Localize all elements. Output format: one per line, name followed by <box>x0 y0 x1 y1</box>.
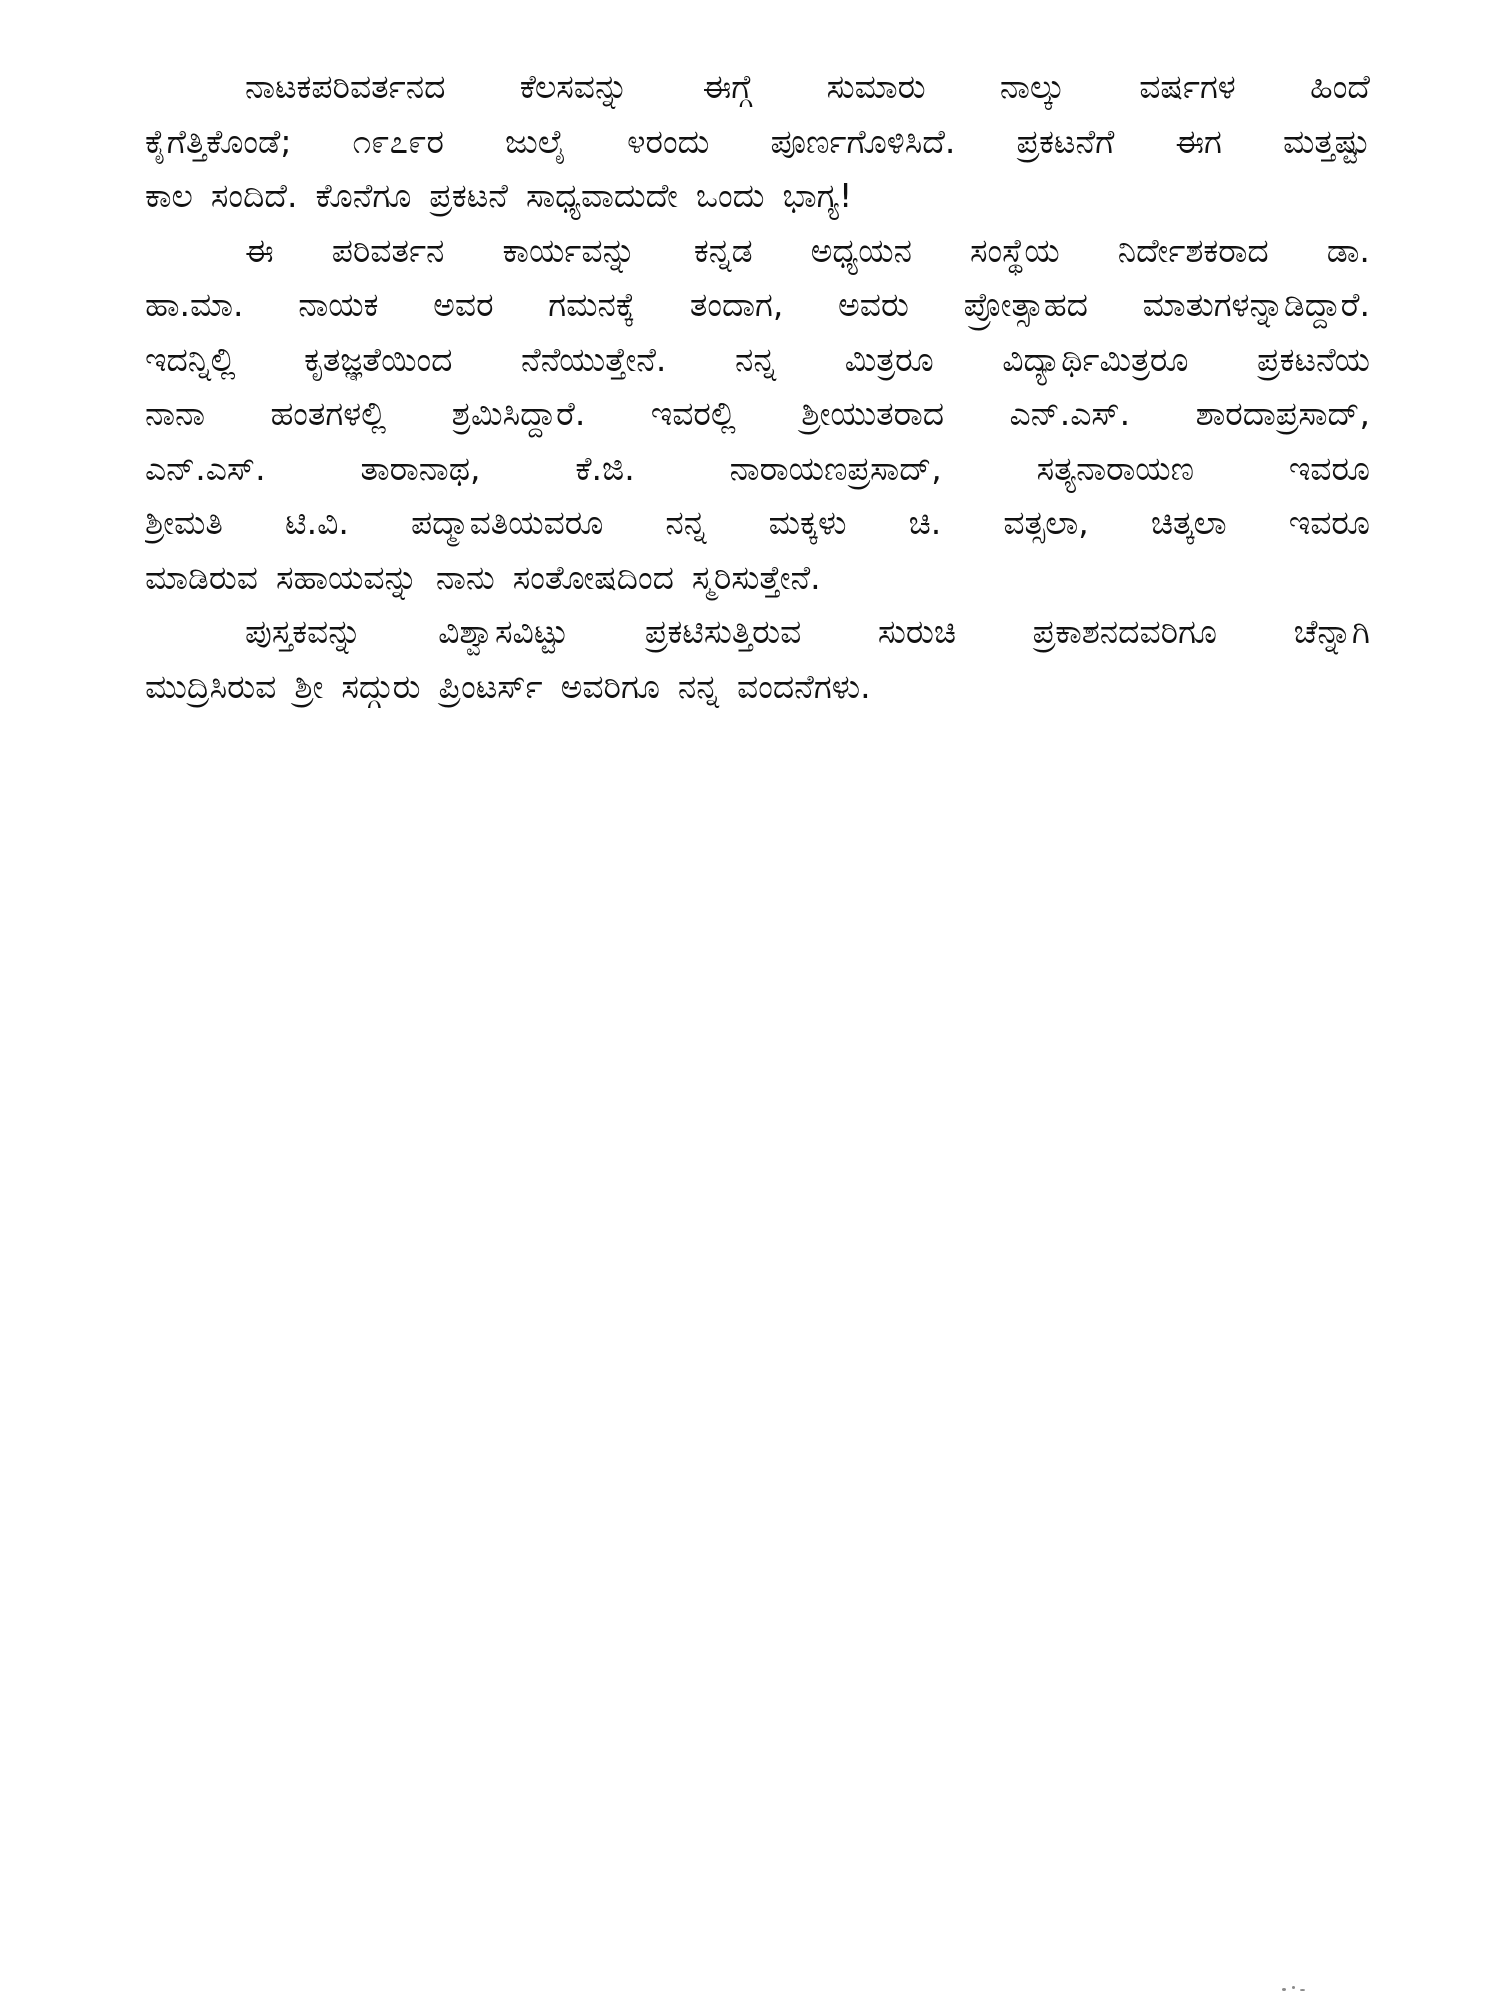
word: ಇದನ್ನಿಲ್ಲಿ <box>145 339 236 379</box>
word: ಕಾರ್ಯವನ್ನು <box>502 230 636 270</box>
word: ಅಧ್ಯಯನ <box>810 230 912 270</box>
word: ಸತ್ಯನಾರಾಯಣ <box>1036 448 1194 488</box>
word: ಪ್ರಕಟನೆಯ <box>1257 339 1370 379</box>
paragraph-3-line-1 <box>145 605 1370 660</box>
word: ಪ್ರಕಟನೆ <box>429 176 508 215</box>
scan-speck <box>1282 1988 1286 1991</box>
word: ಇವರಲ್ಲಿ <box>650 394 736 433</box>
word: ಸಂದಿದೆ. <box>210 176 298 215</box>
word: ಅವರು <box>838 285 909 324</box>
word: ಭಾಗ್ಯ! <box>782 176 853 215</box>
paragraph-2-line-2 <box>145 278 1370 333</box>
word: ಜುಲೈ <box>505 121 566 161</box>
word: ವಿದ್ಯಾರ್ಥಿಮಿತ್ರರೂ <box>1002 339 1189 379</box>
paragraph-2-line-7 <box>145 551 1370 606</box>
word: ಎನ್.ಎಸ್. <box>145 448 266 488</box>
word: ಹಾ.ಮಾ. <box>145 285 244 324</box>
word: ೪ರಂದು <box>627 121 710 161</box>
word: ಶ್ರೀ <box>294 666 324 706</box>
word: ನಾರಾಯಣಪ್ರಸಾದ್, <box>729 448 942 488</box>
word: ಚೆನ್ನಾಗಿ <box>1293 612 1370 651</box>
word: ಸಂಸ್ಥೆಯ <box>970 230 1060 270</box>
word: ಪ್ರಕಾಶನದವರಿಗೂ <box>1032 612 1217 651</box>
word: ನಿರ್ದೇಶಕರಾದ <box>1117 230 1269 270</box>
word: ಹಿಂದೆ <box>1310 67 1370 106</box>
word: ಶಾರದಾಪ್ರಸಾದ್, <box>1195 394 1370 433</box>
word: ಕೊನೆಗೂ <box>315 176 412 215</box>
word: ೧೯೭೯ರ <box>352 121 444 161</box>
word: ಪ್ರೋತ್ಸಾಹದ <box>963 285 1088 324</box>
word: ಶ್ರಮಿಸಿದ್ದಾರೆ. <box>451 394 586 433</box>
word: ಶ್ರೀಮತಿ <box>145 503 223 542</box>
paragraph-2-line-3 <box>145 333 1370 388</box>
word: ಇವರೂ <box>1288 448 1370 488</box>
word: ನಾನಾ <box>145 394 205 433</box>
word: ಅವರಿಗೂ <box>560 666 660 706</box>
word: ಮುದ್ರಿಸಿರುವ <box>145 666 277 706</box>
word: ಕೆಲಸವನ್ನು <box>519 67 629 106</box>
word: ವಿಶ್ವಾಸವಿಟ್ಟು <box>438 612 569 651</box>
word: ಪುಸ್ತಕವನ್ನು <box>245 612 362 651</box>
word: ಈ <box>245 230 274 270</box>
paragraph-1-line-3 <box>145 169 1370 224</box>
word: ವತ್ಸಲಾ, <box>1003 503 1089 542</box>
word: ಸಹಾಯವನ್ನು <box>275 557 418 597</box>
word: ಪ್ರಿಂಟರ್ಸ್ <box>438 666 543 706</box>
preface-text <box>145 60 1370 714</box>
word: ನಾನು <box>435 557 495 597</box>
word: ಟಿ.ವಿ. <box>285 503 349 542</box>
word: ಪರಿವರ್ತನ <box>331 230 445 270</box>
word: ಇವರೂ <box>1288 503 1370 542</box>
word: ಈಗ್ಗೆ <box>702 67 753 106</box>
word: ಶ್ರೀಯುತರಾದ <box>801 394 945 433</box>
word: ನಾಯಕ <box>298 285 379 324</box>
word: ನನ್ನ <box>665 503 707 542</box>
scan-speck <box>1292 1986 1295 1989</box>
word: ಕೆ.ಜಿ. <box>575 448 635 488</box>
paragraph-1-line-1 <box>145 60 1370 115</box>
word: ಸ್ಮರಿಸುತ್ತೇನೆ. <box>691 557 821 597</box>
paragraph-2-line-4 <box>145 387 1370 442</box>
word: ಪ್ರಕಟಿಸುತ್ತಿರುವ <box>644 612 802 651</box>
word: ಸಾಧ್ಯವಾದುದೇ <box>525 176 678 215</box>
word: ಹಂತಗಳಲ್ಲಿ <box>270 394 387 433</box>
paragraph-2-line-5 <box>145 442 1370 497</box>
word: ಮಾತುಗಳನ್ನಾಡಿದ್ದಾರೆ. <box>1142 285 1370 324</box>
word: ಚಿತ್ಕಲಾ <box>1150 503 1227 542</box>
word: ಮಕ್ಕಳು <box>768 503 847 542</box>
word: ಸುಮಾರು <box>826 67 926 106</box>
word: ತಾರಾನಾಥ, <box>360 448 481 488</box>
word: ಒಂದು <box>695 176 765 215</box>
word: ಸದ್ಗುರು <box>341 666 421 706</box>
word: ಈಗ <box>1175 121 1222 161</box>
word: ನಾಲ್ಕು <box>999 67 1065 106</box>
word: ಕೈಗೆತ್ತಿಕೊಂಡೆ; <box>145 121 292 161</box>
word: ಪೂರ್ಣಗೊಳಿಸಿದೆ. <box>770 121 956 161</box>
word: ನಾಟಕಪರಿವರ್ತನದ <box>245 67 446 106</box>
word: ಸಂತೋಷದಿಂದ <box>512 557 674 597</box>
paragraph-3-line-2 <box>145 660 1370 715</box>
word: ಅವರ <box>433 285 494 324</box>
word: ಡಾ. <box>1326 230 1370 270</box>
paragraph-1-line-2 <box>145 115 1370 170</box>
paragraph-2-line-6 <box>145 496 1370 551</box>
word: ಎನ್.ಎಸ್. <box>1009 394 1131 433</box>
word: ಗಮನಕ್ಕೆ <box>548 285 636 324</box>
word: ಸುರುಚಿ <box>877 612 957 651</box>
word: ಪ್ರಕಟನೆಗೆ <box>1016 121 1115 161</box>
scan-speck <box>1300 1989 1305 1991</box>
word: ಮಿತ್ರರೂ <box>844 339 934 379</box>
word: ನನ್ನ <box>735 339 777 379</box>
paragraph-2-line-1 <box>145 224 1370 279</box>
word: ಕಾಲ <box>145 176 193 215</box>
word: ಚಿ. <box>908 503 942 542</box>
word: ವರ್ಷಗಳ <box>1139 67 1236 106</box>
word: ತಂದಾಗ, <box>689 285 784 324</box>
word: ನನ್ನ <box>677 666 720 706</box>
word: ನೆನೆಯುತ್ತೇನೆ. <box>521 339 667 379</box>
word: ಪದ್ಮಾವತಿಯವರೂ <box>410 503 604 542</box>
word: ಮತ್ತಷ್ಟು <box>1282 121 1370 161</box>
word: ಕೃತಜ್ಞತೆಯಿಂದ <box>304 339 453 379</box>
word: ವಂದನೆಗಳು. <box>737 666 871 706</box>
word: ಕನ್ನಡ <box>693 230 753 270</box>
word: ಮಾಡಿರುವ <box>145 557 258 597</box>
